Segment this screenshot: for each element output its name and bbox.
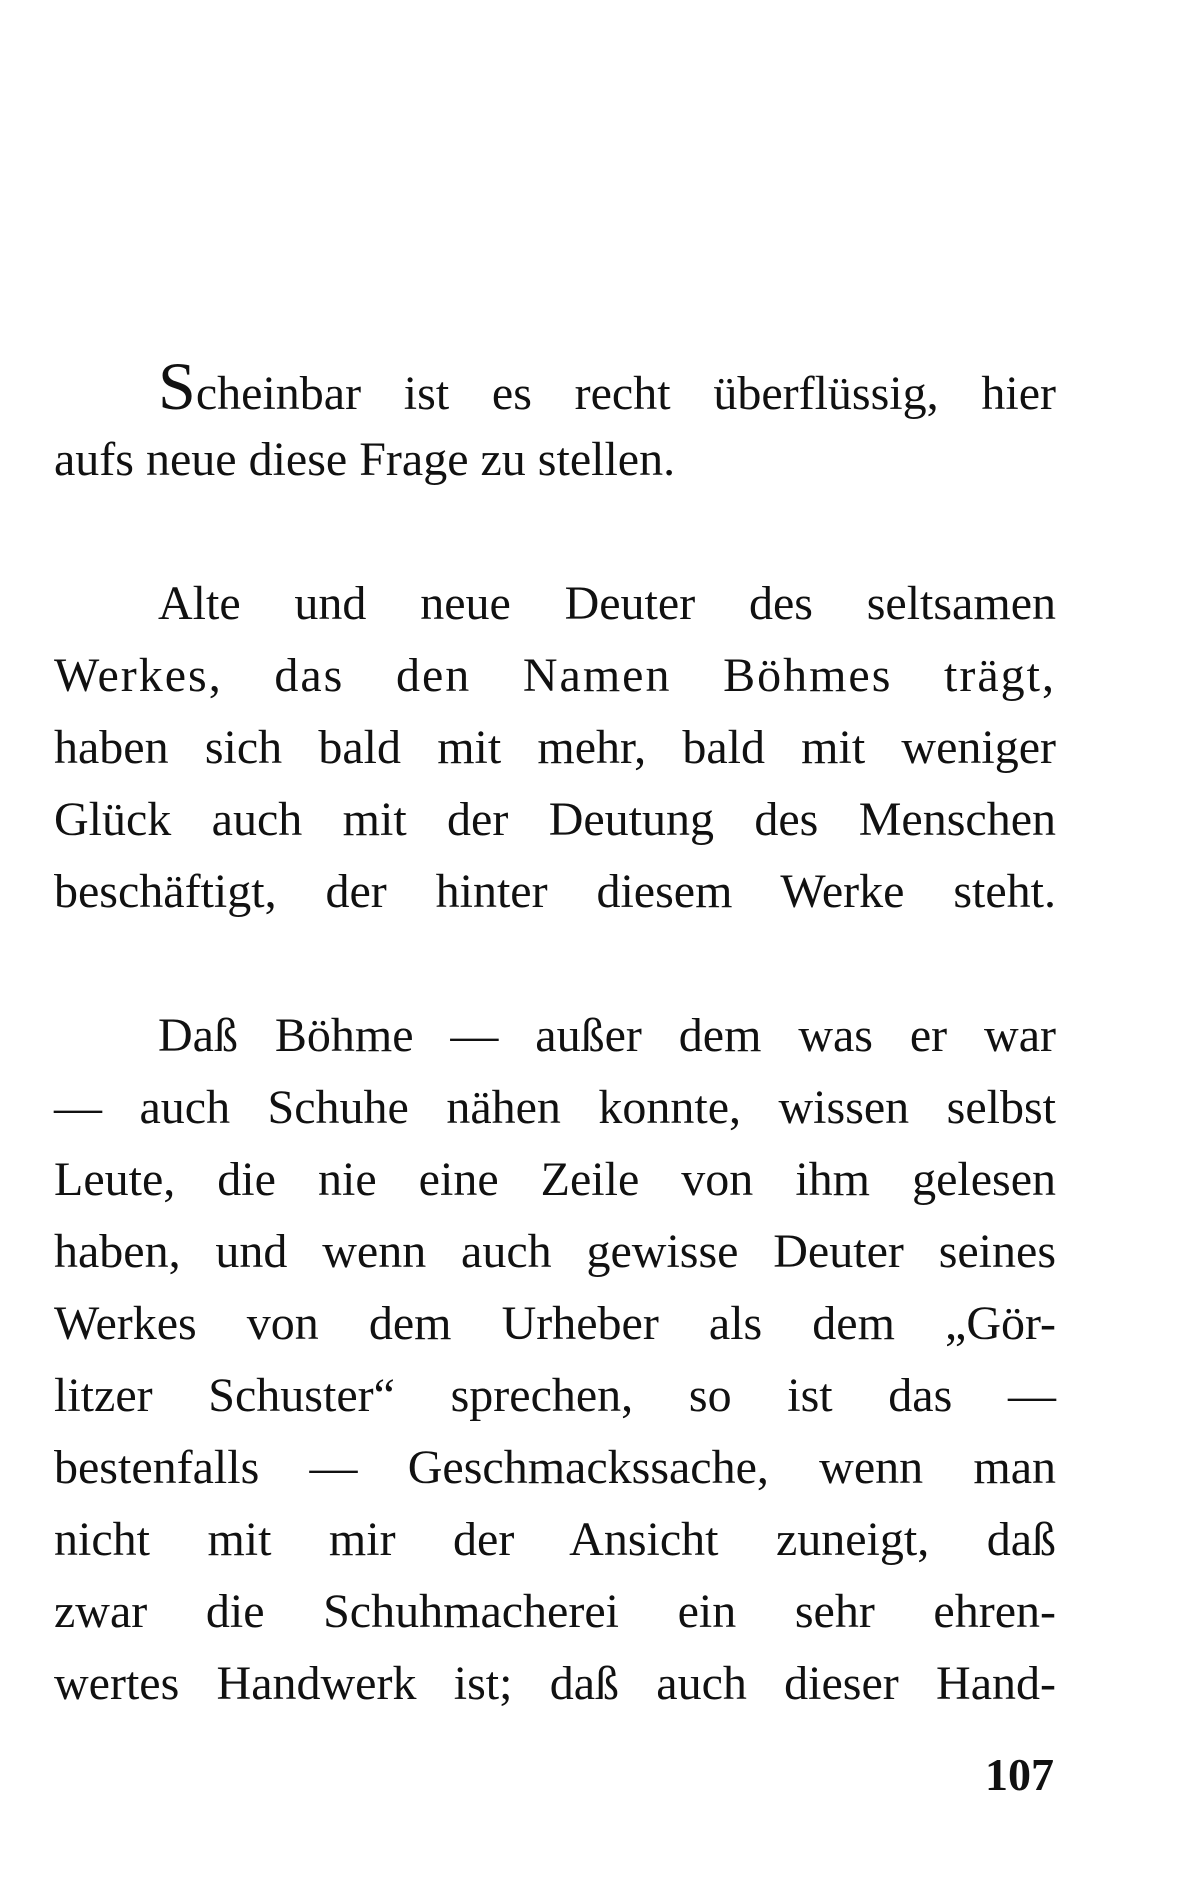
paragraph-line: Daß Böhme — außer dem was er war (158, 1009, 1056, 1062)
paragraph-line (54, 348, 1056, 424)
page-number: 107 (985, 1749, 1054, 1800)
paragraph-1 (54, 348, 1056, 496)
paragraph-line: litzer Schuster“ sprechen, so ist das — (54, 1369, 1056, 1422)
paragraph-2 (54, 568, 1056, 928)
paragraph-line: haben sich bald mit mehr, bald mit weniger (54, 721, 1056, 774)
drop-cap: S (158, 348, 196, 424)
paragraph-line: aufs neue diese Frage zu stellen. (54, 433, 676, 486)
paragraph-line: Werkes, das den Namen Böhmes trägt, (54, 649, 1056, 702)
paragraph-line: — auch Schuhe nähen konnte, wissen selbst (54, 1081, 1056, 1134)
paragraph-3 (54, 1000, 1056, 1720)
paragraph-line: Werkes von dem Urheber als dem „Gör- (54, 1297, 1056, 1350)
paragraph-line: Leute, die nie eine Zeile von ihm gelesen (54, 1153, 1056, 1206)
paragraph-line: Alte und neue Deuter des seltsamen (158, 577, 1056, 630)
paragraph-line: nicht mit mir der Ansicht zuneigt, daß (54, 1513, 1056, 1566)
paragraph-line: zwar die Schuhmacherei ein sehr ehren- (54, 1585, 1056, 1638)
paragraph-line: Glück auch mit der Deutung des Menschen (54, 793, 1056, 846)
paragraph-line: beschäftigt, der hinter diesem Werke steht. (54, 865, 1056, 918)
paragraph-line: bestenfalls — Geschmackssache, wenn man (54, 1441, 1056, 1494)
paragraph-line: wertes Handwerk ist; daß auch dieser Hand- (54, 1657, 1056, 1710)
paragraph-line-text: cheinbar ist es recht überflüssig, hier (195, 367, 1056, 420)
paragraph-line: haben, und wenn auch gewisse Deuter seines (54, 1225, 1056, 1278)
